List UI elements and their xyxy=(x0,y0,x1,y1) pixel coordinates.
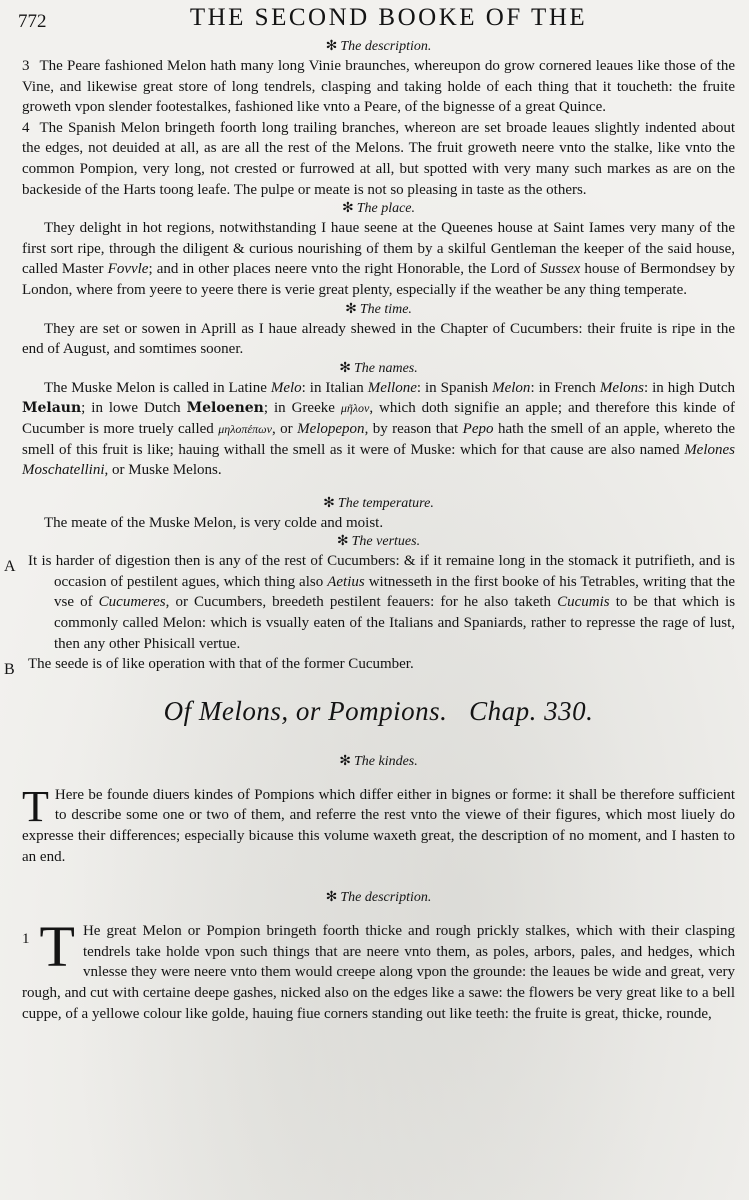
vertue-a: A It is harder of digestion then is any of the rest of Cucumbers: & if it remaine long in the stomack it putrifieth, and is occasion of pestilent agues, which thing also Aetius witnesseth in the first booke of his Tetrables, writing that the vse of Cucumeres, or Cucumbers, breedeth pestilent feauers: for he also taketh Cucumis to be that which is commonly called Melon: which is vsually eaten of the Italians and Spaniards, rather to represse the rage of lust, then any other Phisicall vertue. xyxy=(4,553,736,652)
page-header xyxy=(18,4,735,38)
paragraph-temperature: The meate of the Muske Melon, is very colde and moist. xyxy=(44,514,384,531)
chapter-heading xyxy=(22,691,735,731)
asterism-icon: ✻ xyxy=(336,534,349,550)
paragraph-3: 3 The Peare fashioned Melon hath many long Vinie braunches, whereupon do grow cornered leaues like those of the Vine, and likewise great store of long tendrels, clasping and taking holde of each thing that it toucheth: the fruite groweth vpon slender footestalkes, fashioned like vnto a Peare, of the bignesse of a great Quince. xyxy=(22,58,735,116)
section-heading-names: ✻ The names. xyxy=(339,360,418,376)
section-heading-vertues: ✻ The vertues. xyxy=(336,534,421,550)
vertue-b: B The seede is of like operation with that of the former Cucumber. xyxy=(22,654,735,675)
asterism-icon: ✻ xyxy=(323,495,335,511)
chapter-number: Chap. 330. xyxy=(469,695,594,726)
section-heading-temperature: ✻ The temperature. xyxy=(323,495,434,511)
drop-cap: T xyxy=(22,781,49,831)
section-heading-time: ✻ The time. xyxy=(345,301,412,317)
asterism-icon: ✻ xyxy=(325,39,338,54)
item-number: 1 xyxy=(22,931,30,948)
paragraph-description-1: 1 T He great Melon or Pompion bringeth foorth thicke and rough prickly stalkes, which with their clasping tendrels take holde vpon such things that are neere vnto them, as poles, arbors, pales, and hedges, which vnlesse they were neere vnto them would creepe along vpon the grounde: the leaues be wide and great, very rough, and cut with certaine deepe gashes, nicked also on the edges like a sawe: the flowers be very great like to a bell cuppe, of a yellowe colour like golde, hauing fiue corners standing out like teeth: the fruite is great, thicke, rounde, xyxy=(22,914,735,1022)
section-heading-kindes: ✻ The kindes. xyxy=(339,753,418,769)
asterism-icon: ✻ xyxy=(341,201,354,217)
paragraph-4: 4 The Spanish Melon bringeth foorth long trailing branches, whereon are set broade leaues slightly indented about the edges, not deuided at all, as are all the rest of the Melons. The fruit groweth neere vnto the stalke, like vnto the common Pompion, very long, not crested or furrowed at all, but spotted with very many such markes as are on the backeside of the Harts toong leafe. The pulpe or meate is not so pleasing in taste as the others. xyxy=(22,119,735,198)
asterism-icon: ✻ xyxy=(345,301,357,317)
page-number: 772 xyxy=(18,11,47,32)
paragraph-names: The Muske Melon is called in Latine Melo: in Italian Mellone: in Spanish Melon: in French Melons: in high Dutch Melaun; in lowe Dutch Meloenen; in Greeke μῆλον, which doth signifie an apple; and therefore this kinde of Cucumber is more truely called μηλοπέπων, or Melopepon, by reason that Pepo hath the smell of an apple, whereto the smell of this fruit is like; hauing withall the smell as it were of Muske: which for that cause are also named Melones Moschatellini, or Muske Melons. xyxy=(22,379,736,479)
section-heading-place: ✻ The place. xyxy=(341,201,416,217)
paragraph-kindes: T Here be founde diuers kindes of Pompions which differ either in bignes or forme: it shall be therefore sufficient to describe some one or two of them, and referre the rest vnto the viewe of their figures, which most liuely do expresse their differences; especially bicause this volume waxeth great, the description of no moment, and I hasten to an end. xyxy=(22,781,735,865)
item-number: 3 xyxy=(22,58,30,74)
margin-letter-b: B xyxy=(4,661,15,679)
asterism-icon: ✻ xyxy=(339,753,351,769)
asterism-icon: ✻ xyxy=(325,890,338,906)
chapter-title: Of Melons, or Pompions. xyxy=(163,695,448,726)
paragraph-time: They are set or sowen in Aprill as I haue already shewed in the Chapter of Cucumbers: their fruite is ripe in the end of August, and somtimes sooner. xyxy=(22,320,735,358)
paragraph-place: They delight in hot regions, notwithstanding I haue seene at the Queenes house at Saint Iames very many of the first sort ripe, through the diligent & curious nourishing of them by a skilful Gentleman the keeper of the said house, called Master Fovvle; and in other places neere vnto the right Honorable, the Lord of Sussex house of Bermondsey by London, where from yeere to yeere there is verie great plenty, especially if the weather be any thing temperate. xyxy=(22,220,735,298)
running-title: THE SECOND BOOKE OF THE xyxy=(189,4,588,31)
asterism-icon: ✻ xyxy=(339,360,351,376)
drop-cap: T xyxy=(39,914,75,980)
section-heading-description-2: ✻ The description. xyxy=(325,890,432,906)
margin-letter-a: A xyxy=(4,558,16,576)
section-heading-description: ✻ The description. xyxy=(325,39,432,54)
item-number: 4 xyxy=(22,119,30,136)
